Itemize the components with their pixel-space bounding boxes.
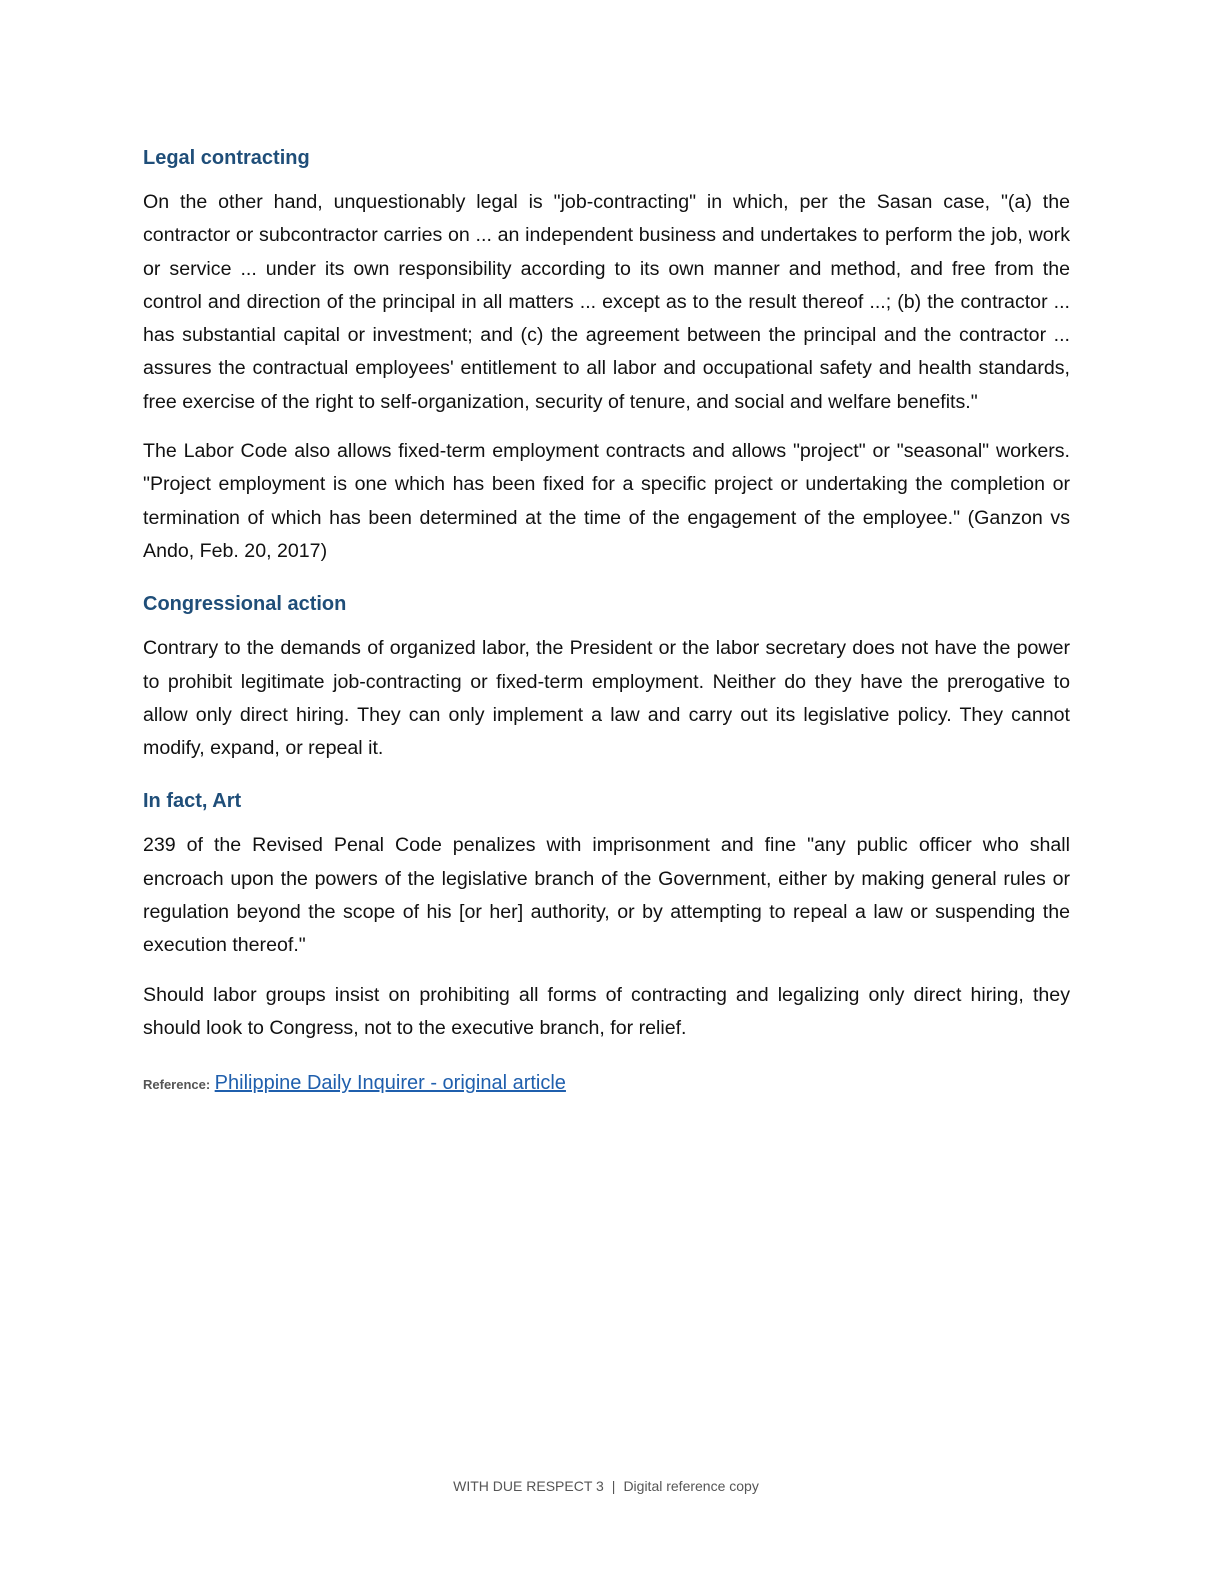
document-body [143,144,1070,1099]
footer-copy-label: Digital reference copy [623,1478,759,1494]
footer-separator: | [611,1478,616,1494]
footer-page-title: WITH DUE RESPECT 3 [453,1478,604,1494]
section-heading-in-fact-art: In fact, Art [143,790,242,813]
reference-label: Reference: [143,1077,211,1093]
paragraph-president-power: Contrary to the demands of organized labor, the President or the labor secretary does not have the power to prohibit legitimate job-contracting or fixed-term employment. Neither do they have the prerogative to allow only direct hiring. They can only implement a law and carry out its legislative policy. They cannot modify, expand, or repeal it. [143,637,1070,760]
paragraph-look-to-congress: Should labor groups insist on prohibiting all forms of contracting and legalizing only direct hiring, they should look to Congress, not to the executive branch, for relief. [143,983,1070,1039]
section-heading-congressional-action: Congressional action [143,593,347,616]
paragraph-job-contracting: On the other hand, unquestionably legal is "job-contracting" in which, per the Sasan case, "(a) the contractor or subcontractor carries on ... an independent business and undertakes to perform the job, work or service ... under its own responsibility according to its own manner and method, and free from the control and direction of the principal in all matters ... except as to the result thereof ...; (b) the contractor ... has substantial capital or investment; and (c) the agreement between the principal and the contractor ... assures the contractual employees' entitlement to all labor and occupational safety and health standards, free exercise of the right to self-organization, security of tenure, and social and welfare benefits." [143,191,1070,413]
page-footer [0,1478,1212,1494]
reference-line [143,1069,1070,1099]
paragraph-revised-penal-code: 239 of the Revised Penal Code penalizes with imprisonment and fine "any public officer who shall encroach upon the powers of the legislative branch of the Government, either by making general rules or regulation beyond the scope of his [or her] authority, or by attempting to repeal a law or suspending the execution thereof." [143,834,1070,957]
reference-link[interactable]: Philippine Daily Inquirer - original article [214,1072,566,1095]
section-heading-legal-contracting: Legal contracting [143,147,310,169]
paragraph-fixed-term: The Labor Code also allows fixed-term employment contracts and allows "project" or "seasonal" workers. "Project employment is one which has been fixed for a specific project or undertaking the completion or termination of which has been determined at the time of the engagement of the employee." (Ganzon vs Ando, Feb. 20, 2017) [143,440,1070,562]
